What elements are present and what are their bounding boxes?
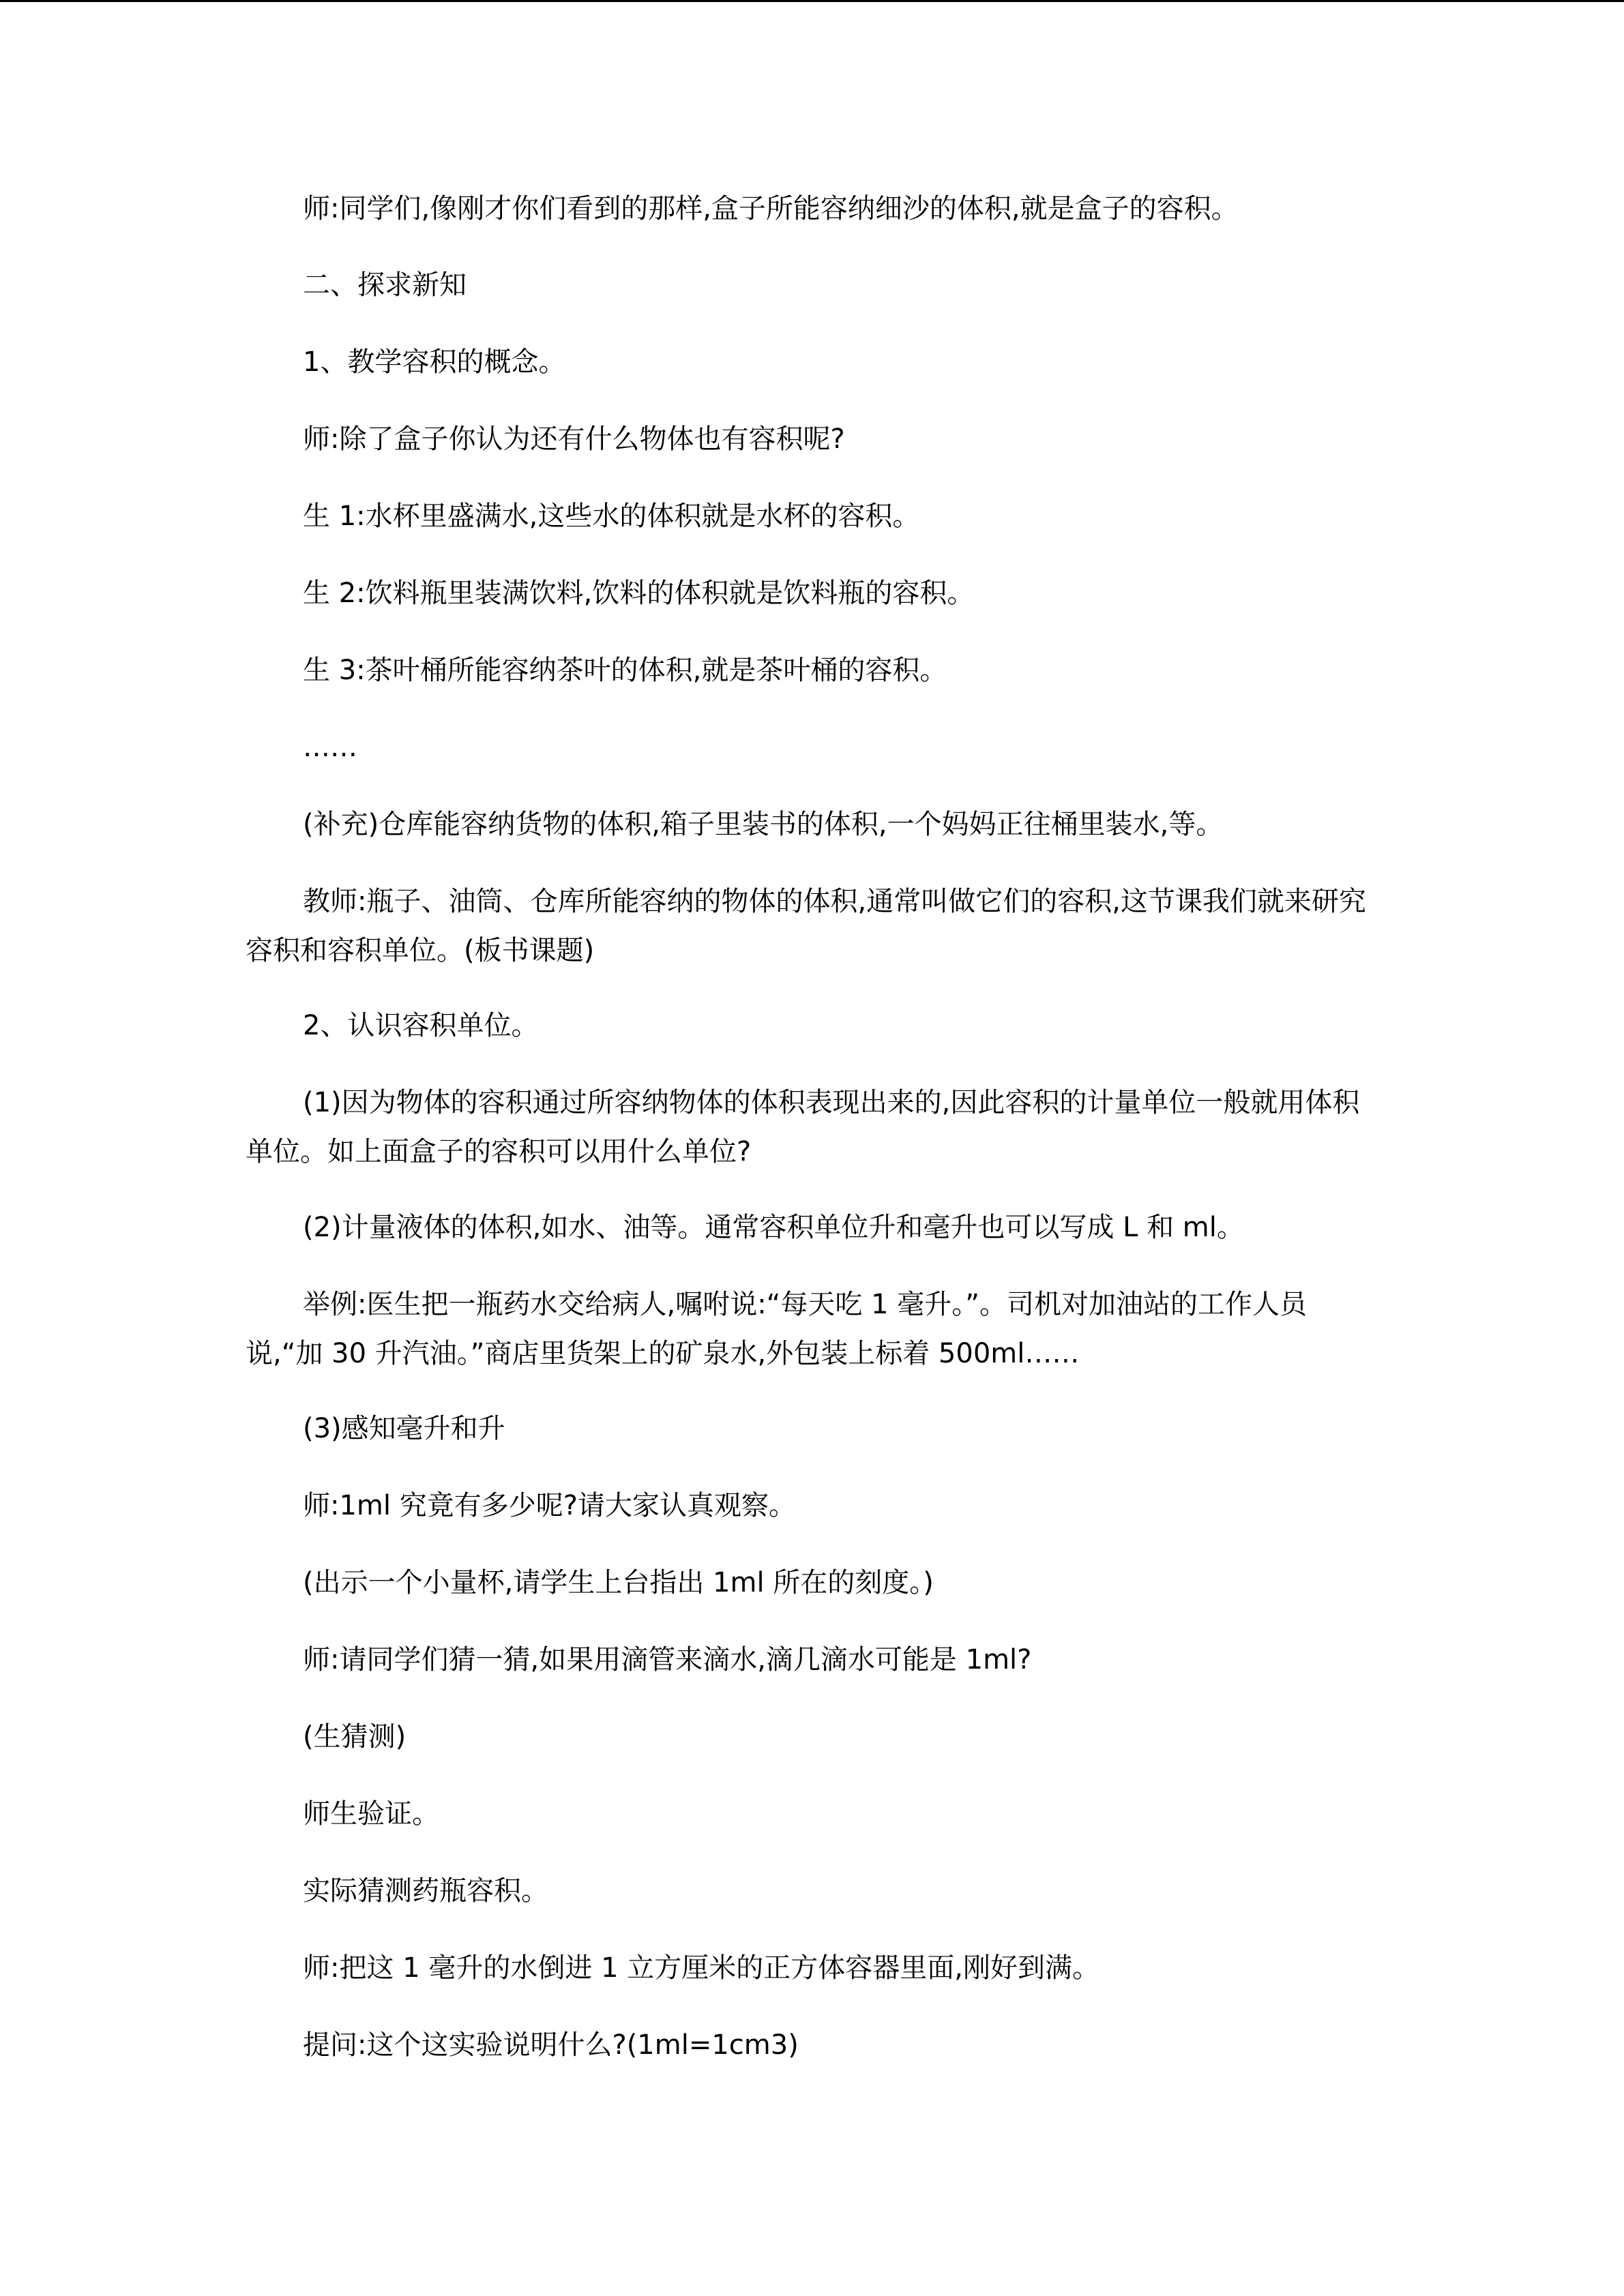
paragraph: 师:请同学们猜一猜,如果用滴管来滴水,滴几滴水可能是 1ml?	[303, 1644, 1032, 1675]
paragraph: 举例:医生把一瓶药水交给病人,嘱咐说:“每天吃 1 毫升。”。司机对加油站的工作人员说,“加 30 升汽油。”商店里货架上的矿泉水,外包装上标着 500ml……	[246, 1289, 1307, 1369]
paragraph: ……	[303, 732, 357, 763]
subsection-heading: 1、教学容积的概念。	[303, 346, 566, 378]
paragraph: 师:把这 1 毫升的水倒进 1 立方厘米的正方体容器里面,刚好到满。	[303, 1952, 1099, 1984]
page-top-border	[0, 0, 1624, 2]
paragraph: 师:同学们,像刚才你们看到的那样,盒子所能容纳细沙的体积,就是盒子的容积。	[303, 193, 1239, 224]
paragraph: 提问:这个这实验说明什么?(1ml=1cm3)	[303, 2029, 799, 2061]
section-heading: 二、探求新知	[303, 269, 467, 301]
subsection-heading: 2、认识容积单位。	[303, 1010, 539, 1041]
paragraph: 师生验证。	[303, 1798, 439, 1830]
paragraph: 教师:瓶子、油筒、仓库所能容纳的物体的体积,通常叫做它们的容积,这节课我们就来研究容积和容积单位。(板书课题)	[246, 886, 1366, 966]
paragraph: (补充)仓库能容纳货物的体积,箱子里装书的体积,一个妈妈正往桶里装水,等。	[303, 809, 1224, 840]
paragraph: 生 1:水杯里盛满水,这些水的体积就是水杯的容积。	[303, 501, 920, 532]
paragraph: 实际猜测药瓶容积。	[303, 1875, 548, 1907]
paragraph: 生 2:饮料瓶里装满饮料,饮料的体积就是饮料瓶的容积。	[303, 578, 975, 609]
paragraph: 师:除了盒子你认为还有什么物体也有容积呢?	[303, 423, 845, 455]
paragraph: (3)感知毫升和升	[303, 1413, 505, 1444]
paragraph: (1)因为物体的容积通过所容纳物体的体积表现出来的,因此容积的计量单位一般就用体积单位。如上面盒子的容积可以用什么单位?	[246, 1087, 1360, 1167]
paragraph: (出示一个小量杯,请学生上台指出 1ml 所在的刻度。)	[303, 1567, 934, 1598]
paragraph: (生猜测)	[303, 1721, 407, 1753]
paragraph: (2)计量液体的体积,如水、油等。通常容积单位升和毫升也可以写成 L 和 ml。	[303, 1212, 1244, 1243]
paragraph: 生 3:茶叶桶所能容纳茶叶的体积,就是茶叶桶的容积。	[303, 655, 947, 686]
paragraph: 师:1ml 究竟有多少呢?请大家认真观察。	[303, 1490, 796, 1521]
